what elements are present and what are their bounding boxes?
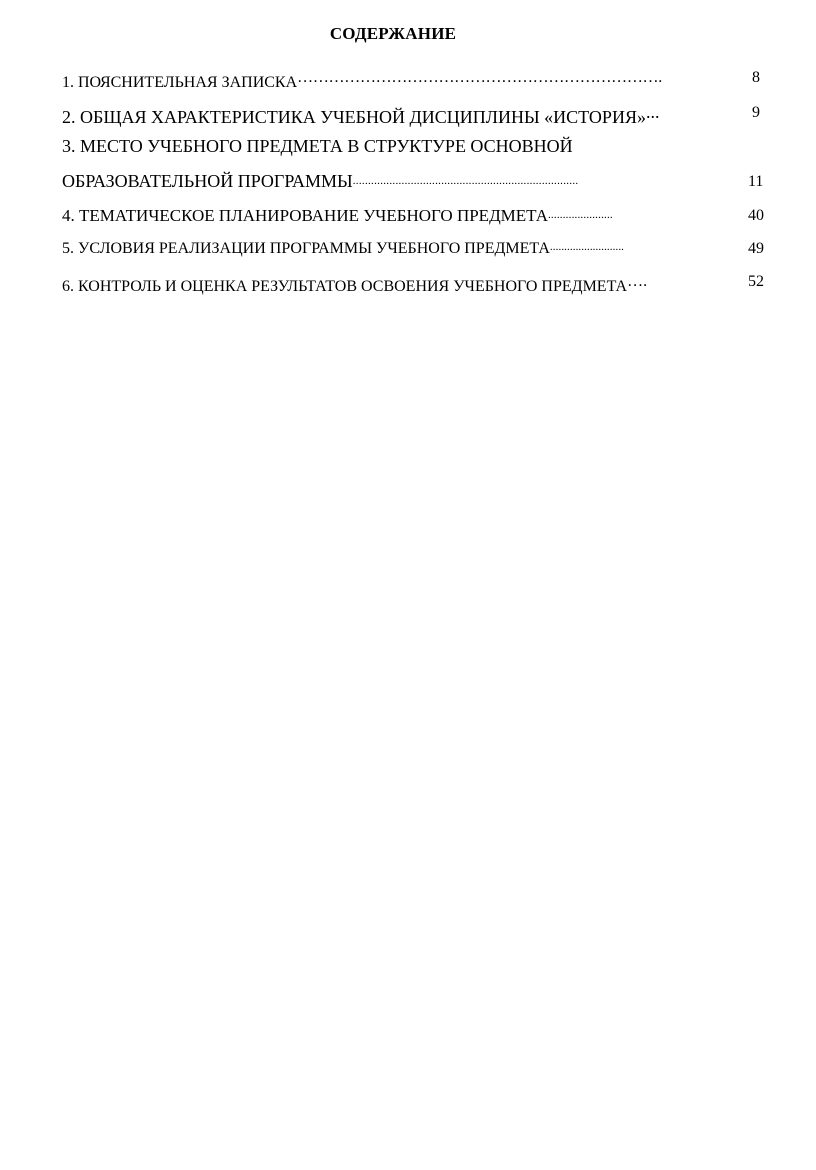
toc-entry-5	[62, 240, 764, 258]
toc-entry-leader: ..........................................................................	[352, 175, 579, 187]
toc-entry-text: 3. МЕСТО УЧЕБНОГО ПРЕДМЕТА В СТРУКТУРЕ ОСНОВНОЙ	[62, 136, 573, 156]
toc-entry-text: 1. ПОЯСНИТЕЛЬНАЯ ЗАПИСКА	[62, 74, 298, 91]
toc-entry-page: 9	[752, 104, 760, 121]
toc-entry-6	[62, 273, 772, 296]
toc-entry-page: 11	[748, 173, 764, 190]
toc-title: СОДЕРЖАНИЕ	[329, 24, 457, 43]
toc-entry-text: 6. КОНТРОЛЬ И ОЦЕНКА РЕЗУЛЬТАТОВ ОСВОЕНИЯ УЧЕБНОГО ПРЕДМЕТА	[62, 278, 628, 295]
toc-entry-4	[62, 206, 764, 226]
toc-entry-leader: ...	[645, 102, 660, 122]
toc-entry-page: 40	[748, 207, 764, 224]
toc-entry-text: 2. ОБЩАЯ ХАРАКТЕРИСТИКА УЧЕБНОЙ ДИСЦИПЛИНЫ «ИСТОРИЯ»	[62, 107, 646, 127]
toc-entry-3-line1	[62, 136, 573, 157]
toc-entry-leader: …………………………………………………………….	[297, 69, 662, 86]
toc-entry-leader: ..........................	[549, 241, 625, 253]
toc-entry-text: 5. УСЛОВИЯ РЕАЛИЗАЦИИ ПРОГРАММЫ УЧЕБНОГО ПРЕДМЕТА	[62, 240, 550, 257]
toc-entry-page: 49	[748, 240, 764, 257]
toc-entry-text: 4. ТЕМАТИЧЕСКОЕ ПЛАНИРОВАНИЕ УЧЕБНОГО ПРЕДМЕТА	[62, 206, 548, 225]
toc-entry-page: 8	[752, 69, 760, 86]
toc-entry-text: ОБРАЗОВАТЕЛЬНОЙ ПРОГРАММЫ	[62, 171, 353, 191]
toc-entry-3	[62, 171, 764, 192]
toc-entry-page: 52	[748, 273, 764, 290]
toc-entry-leader: ….	[627, 273, 648, 290]
toc-entry-1	[62, 69, 764, 92]
toc-entry-leader: ......................	[547, 209, 613, 221]
toc-entry-2	[62, 102, 764, 128]
